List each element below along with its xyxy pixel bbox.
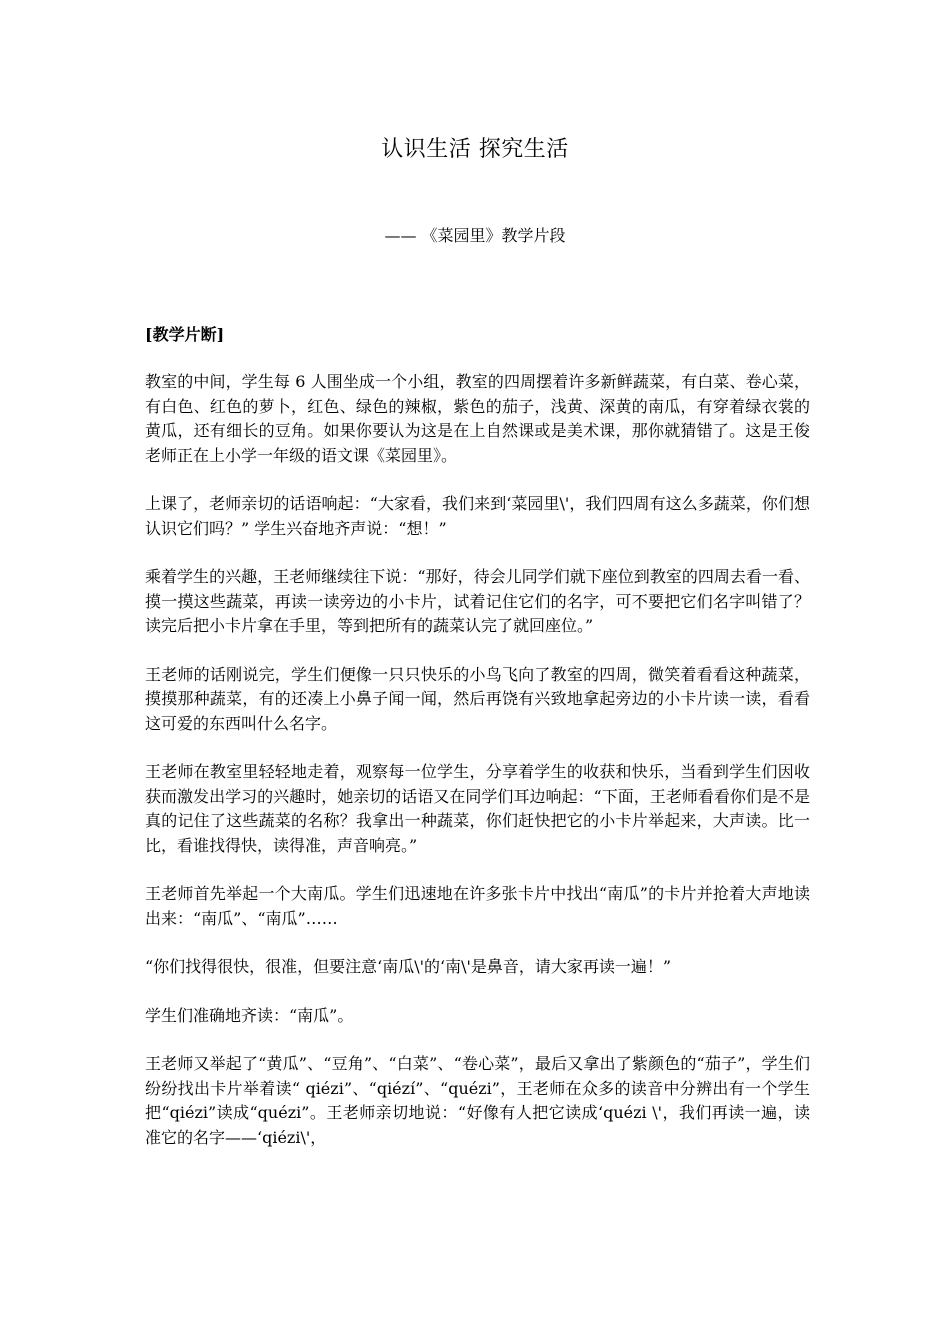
paragraph-5: 王老师在教室里轻轻地走着，观察每一位学生，分享着学生的收获和快乐，当看到学生们因收获而激发出学习的兴趣时，她亲切的话语又在同学们耳边响起：“下面，王老师看看你们是不是真的记住了这些蔬菜的名称？我拿出一种蔬菜，你们赶快把它的小卡片举起来，大声读。比一比，看谁找得快，读得准，声音响亮。” — [145, 762, 810, 855]
paragraph-7: “你们找得很快，很准，但要注意‘南瓜\'的‘南\'是鼻音，请大家再读一遍！” — [145, 957, 672, 976]
section-heading: [教学片断] — [145, 325, 225, 344]
document-body — [145, 322, 810, 1174]
document-subtitle: —— 《菜园里》教学片段 — [384, 226, 566, 245]
paragraph-8: 学生们准确地齐读：“南瓜”。 — [145, 1005, 354, 1025]
paragraph-2: 上课了，老师亲切的话语响起：“大家看，我们来到‘菜园里\'，我们四周有这么多蔬菜，你们想认识它们吗？” 学生兴奋地齐声说：“想！” — [145, 494, 810, 538]
paragraph-1: 教室的中间，学生每 6 人围坐成一个小组，教室的四周摆着许多新鲜蔬菜，有白菜、卷心菜，有白色、红色的萝卜，红色、绿色的辣椒，紫色的茄子，浅黄、深黄的南瓜，有穿着绿衣裳的黄瓜，还有细长的豆角。如果你要认为这是在上自然课或是美术课，那你就猜错了。这是王俊老师正在上小学一年级的语文课《菜园里》。 — [145, 372, 810, 465]
paragraph-9: 王老师又举起了“黄瓜”、“豆角”、“白菜”、“卷心菜”，最后又拿出了紫颜色的“茄子”，学生们纷纷找出卡片举着读“ qiézi”、“qiézí”、“quézi”，王老师在众多的读音中分辨出有一个学生把“qiézi”读成“quézi”。王老师亲切地说：“好像有人把它读成‘quézi \'，我们再读一遍，读准它的名字——‘qiézi\'， — [145, 1054, 810, 1147]
paragraph-4: 王老师的话刚说完，学生们便像一只只快乐的小鸟飞向了教室的四周，微笑着看看这种蔬菜，摸摸那种蔬菜，有的还凑上小鼻子闻一闻，然后再饶有兴致地拿起旁边的小卡片读一读，看看这可爱的东西叫什么名字。 — [145, 664, 810, 733]
paragraph-3: 乘着学生的兴趣，王老师继续往下说：“那好，待会儿同学们就下座位到教室的四周去看一看、摸一摸这些蔬菜，再读一读旁边的小卡片，试着记住它们的名字，可不要把它们名字叫错了？读完后把小卡片拿在手里，等到把所有的蔬菜认完了就回座位。” — [145, 567, 810, 635]
document-title: 认识生活 探究生活 — [381, 137, 569, 162]
paragraph-6: 王老师首先举起一个大南瓜。学生们迅速地在许多张卡片中找出“南瓜”的卡片并抢着大声地读出来：“南瓜”、“南瓜”…… — [145, 884, 810, 928]
